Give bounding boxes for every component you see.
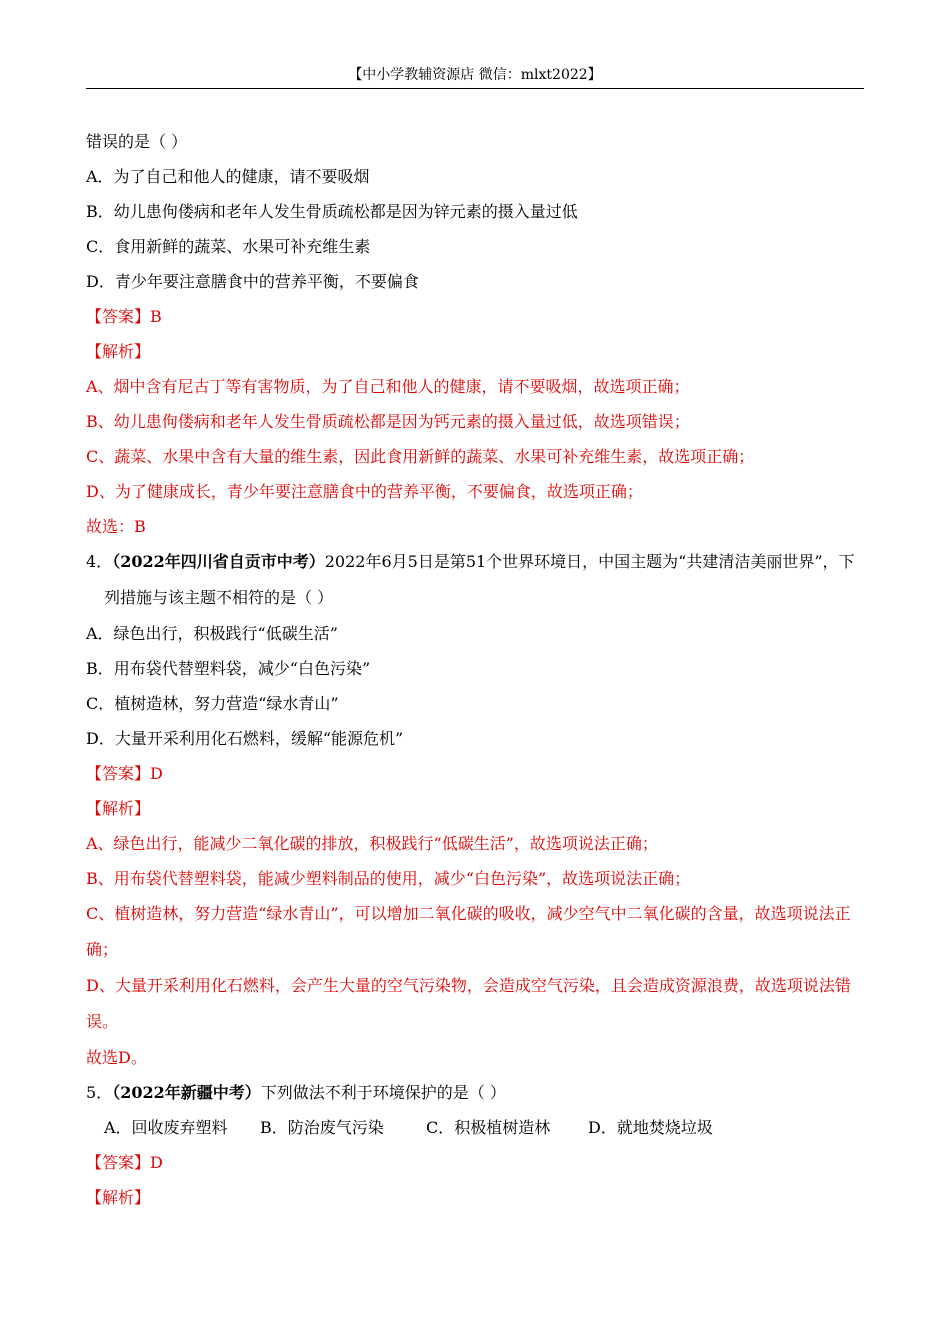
q4-number: 4．: [86, 552, 113, 571]
q4-conclusion: 故选D。: [86, 1048, 147, 1067]
q3-analysis-a: A、烟中含有尼古丁等有害物质，为了自己和他人的健康，请不要吸烟，故选项正确；: [86, 377, 690, 396]
q4-option-d: D．大量开采利用化石燃料，缓解“能源危机”: [86, 729, 404, 748]
q5-stem-text: 下列做法不利于环境保护的是（ ）: [260, 1083, 506, 1102]
q5-analysis-label: 【解析】: [86, 1188, 151, 1207]
q3-answer: 【答案】B: [86, 307, 162, 326]
q5-option-d: D．就地焚烧垃圾: [588, 1118, 713, 1137]
q4-analysis-c: C、植树造林，努力营造“绿水青山”，可以增加二氧化碳的吸收，减少空气中二氧化碳的含量，故选项说法正确；: [86, 904, 851, 959]
q5-options: [86, 1110, 858, 1145]
q4-source: （2022年四川省自贡市中考）: [112, 552, 325, 571]
q4-analysis-label: 【解析】: [86, 799, 151, 818]
q3-analysis-d: D、为了健康成长，青少年要注意膳食中的营养平衡，不要偏食，故选项正确；: [86, 482, 643, 501]
q4-analysis-b: B、用布袋代替塑料袋，能减少塑料制品的使用，减少“白色污染”，故选项说法正确；: [86, 869, 691, 888]
q3-option-d: D．青少年要注意膳食中的营养平衡，不要偏食: [86, 272, 419, 291]
q3-option-c: C．食用新鲜的蔬菜、水果可补充维生素: [86, 237, 371, 256]
q3-option-b: B．幼儿患佝偻病和老年人发生骨质疏松都是因为锌元素的摄入量过低: [86, 202, 578, 221]
q5-option-c: C．积极植树造林: [426, 1118, 551, 1137]
q5-option-b: B．防治废气污染: [260, 1118, 384, 1137]
q3-option-a: A．为了自己和他人的健康，请不要吸烟: [86, 167, 370, 186]
q4-option-b: B．用布袋代替塑料袋，减少“白色污染”: [86, 659, 371, 678]
q4-analysis-d: D、大量开采利用化石燃料，会产生大量的空气污染物，会造成空气污染，且会造成资源浪费，故选项说法错误。: [86, 976, 851, 1031]
q4-stem-text: 2022年6月5日是第51个世界环境日，中国主题为“共建清洁美丽世界”，下列措施与该主题不相符的是（ ）: [104, 552, 855, 607]
q5-stem: [86, 1075, 858, 1110]
q4-analysis-a: A、绿色出行，能减少二氧化碳的排放，积极践行“低碳生活”，故选项说法正确；: [86, 834, 658, 853]
q3-analysis-c: C、蔬菜、水果中含有大量的维生素，因此食用新鲜的蔬菜、水果可补充维生素，故选项正确；: [86, 447, 755, 466]
q4-option-c: C．植树造林，努力营造“绿水青山”: [86, 694, 339, 713]
q4-option-a: A．绿色出行，积极践行“低碳生活”: [86, 624, 338, 643]
q5-source: （2022年新疆中考）: [112, 1083, 261, 1102]
q3-analysis-b: B、幼儿患佝偻病和老年人发生骨质疏松都是因为钙元素的摄入量过低，故选项错误；: [86, 412, 690, 431]
q3-stem-tail: 错误的是（ ）: [86, 132, 188, 151]
q3-analysis-label: 【解析】: [86, 342, 151, 361]
q5-answer: 【答案】D: [86, 1153, 163, 1172]
q5-option-a: A．回收废弃塑料: [104, 1118, 228, 1137]
page-header: 【中小学教辅资源店 微信：mlxt2022】: [86, 64, 864, 89]
q4-stem: [86, 544, 858, 616]
q4-answer: 【答案】D: [86, 764, 163, 783]
document-body: [86, 124, 858, 1215]
q5-number: 5．: [86, 1083, 113, 1102]
q3-conclusion: 故选：B: [86, 517, 146, 536]
